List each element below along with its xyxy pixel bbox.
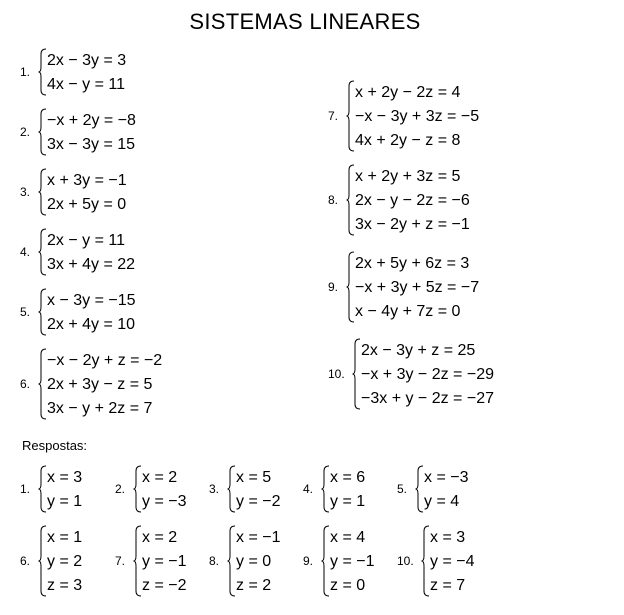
equation: −x − 3y + 3z = −5 — [355, 108, 480, 125]
item-number: 6. — [20, 554, 31, 568]
equation: 2x + 3y − z = 5 — [47, 376, 153, 393]
item-number: 3. — [209, 482, 220, 496]
answer-value: z = −2 — [142, 577, 187, 594]
equation: x + 2y − 2z = 4 — [355, 84, 461, 101]
answer-value: y = −4 — [430, 553, 475, 570]
equation: 2x − 3y + z = 25 — [361, 342, 476, 359]
equation: 4x + 2y − z = 8 — [355, 132, 461, 149]
answer-value: y = 0 — [236, 553, 272, 570]
item-number: 3. — [20, 185, 31, 199]
equation: 2x + 5y + 6z = 3 — [355, 255, 470, 272]
answer-value: x = 6 — [330, 469, 366, 486]
equation: 3x + 4y = 22 — [47, 256, 136, 273]
equation: x − 4y + 7z = 0 — [355, 303, 461, 320]
item-number: 5. — [20, 305, 31, 319]
equation: −x + 2y = −8 — [47, 112, 136, 129]
answer-value: y = 2 — [47, 553, 83, 570]
equation: x + 3y = −1 — [47, 172, 127, 189]
equation: 3x − 2y + z = −1 — [355, 216, 470, 233]
answer-value: x = 1 — [47, 529, 83, 546]
item-number: 7. — [115, 554, 126, 568]
answer-value: x = −1 — [236, 529, 281, 546]
item-number: 4. — [303, 482, 314, 496]
equation: 3x − y + 2z = 7 — [47, 400, 153, 417]
item-number: 1. — [20, 482, 31, 496]
equation: −x + 3y + 5z = −7 — [355, 279, 480, 296]
item-number: 8. — [209, 554, 220, 568]
equation: −x − 2y + z = −2 — [47, 352, 163, 369]
answer-value: z = 3 — [47, 577, 83, 594]
equation: 2x − y = 11 — [47, 232, 125, 249]
answer-value: x = 2 — [142, 529, 178, 546]
equation: 2x + 4y = 10 — [47, 316, 136, 333]
answer-value: z = 7 — [430, 577, 466, 594]
item-number: 2. — [20, 125, 31, 139]
equation: −3x + y − 2z = −27 — [361, 390, 494, 407]
answer-value: x = 5 — [236, 469, 272, 486]
item-number: 10. — [328, 367, 345, 381]
equation: 3x − 3y = 15 — [47, 136, 136, 153]
item-number: 1. — [20, 65, 31, 79]
item-number: 8. — [328, 193, 339, 207]
equation: 2x + 5y = 0 — [47, 196, 127, 213]
page-title: SISTEMAS LINEARES — [189, 9, 421, 34]
item-number: 7. — [328, 109, 339, 123]
equation: 2x − 3y = 3 — [47, 52, 127, 69]
equation: x − 3y = −15 — [47, 292, 136, 309]
item-number: 9. — [303, 554, 314, 568]
answer-value: z = 0 — [330, 577, 366, 594]
answer-value: y = −1 — [330, 553, 375, 570]
answer-value: y = −2 — [236, 493, 281, 510]
answer-value: y = −3 — [142, 493, 187, 510]
answer-value: y = −1 — [142, 553, 187, 570]
item-number: 9. — [328, 280, 339, 294]
equation: x + 2y + 3z = 5 — [355, 168, 461, 185]
answer-value: y = 4 — [424, 493, 460, 510]
answers-label: Respostas: — [22, 438, 88, 453]
answer-value: y = 1 — [47, 493, 83, 510]
item-number: 5. — [397, 482, 408, 496]
answer-value: x = 3 — [47, 469, 83, 486]
equation: −x + 3y − 2z = −29 — [361, 366, 494, 383]
item-number: 2. — [115, 482, 126, 496]
item-number: 6. — [20, 377, 31, 391]
answer-value: x = 4 — [330, 529, 366, 546]
answer-value: x = 3 — [430, 529, 466, 546]
item-number: 10. — [397, 554, 414, 568]
equation: 2x − y − 2z = −6 — [355, 192, 470, 209]
answer-value: x = 2 — [142, 469, 178, 486]
answer-value: z = 2 — [236, 577, 272, 594]
answer-value: y = 1 — [330, 493, 366, 510]
equation: 4x − y = 11 — [47, 76, 125, 93]
answer-value: x = −3 — [424, 469, 469, 486]
item-number: 4. — [20, 245, 31, 259]
